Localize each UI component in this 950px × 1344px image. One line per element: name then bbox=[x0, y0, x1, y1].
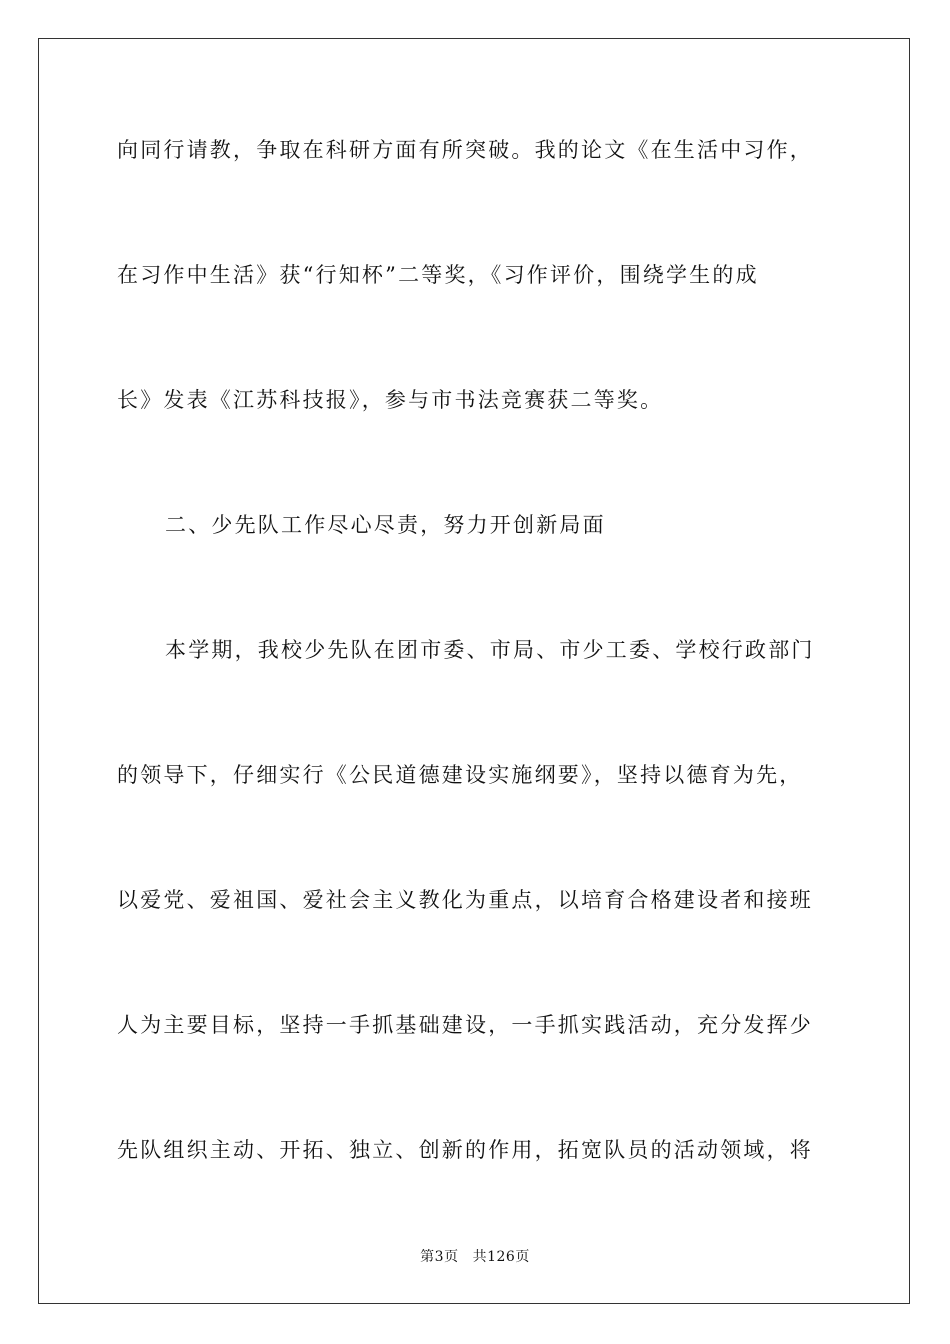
text-line: 长》发表《江苏科技报》，参与市书法竞赛获二等奖。 bbox=[117, 388, 664, 412]
text-line: 以爱党、爱祖国、爱社会主义教化为重点，以培育合格建设者和接班 bbox=[117, 888, 813, 912]
page-footer bbox=[0, 1247, 950, 1267]
page-total: 共126页 bbox=[472, 1249, 530, 1265]
paragraph-first-line: 本学期，我校少先队在团市委、市局、市少工委、学校行政部门 bbox=[165, 638, 815, 662]
text-line: 向同行请教，争取在科研方面有所突破。我的论文《在生活中习作， bbox=[117, 138, 813, 162]
text-line: 人为主要目标，坚持一手抓基础建设，一手抓实践活动，充分发挥少 bbox=[117, 1013, 813, 1037]
section-heading: 二、少先队工作尽心尽责，努力开创新局面 bbox=[165, 513, 606, 537]
page-number: 第3页 bbox=[420, 1249, 459, 1265]
text-line: 在习作中生活》获“行知杯”二等奖，《习作评价，围绕学生的成 bbox=[117, 263, 759, 287]
text-line: 先队组织主动、开拓、独立、创新的作用，拓宽队员的活动领域，将 bbox=[117, 1138, 813, 1162]
page-border bbox=[38, 38, 910, 1304]
text-line: 的领导下，仔细实行《公民道德建设实施纲要》，坚持以德育为先， bbox=[117, 763, 803, 787]
